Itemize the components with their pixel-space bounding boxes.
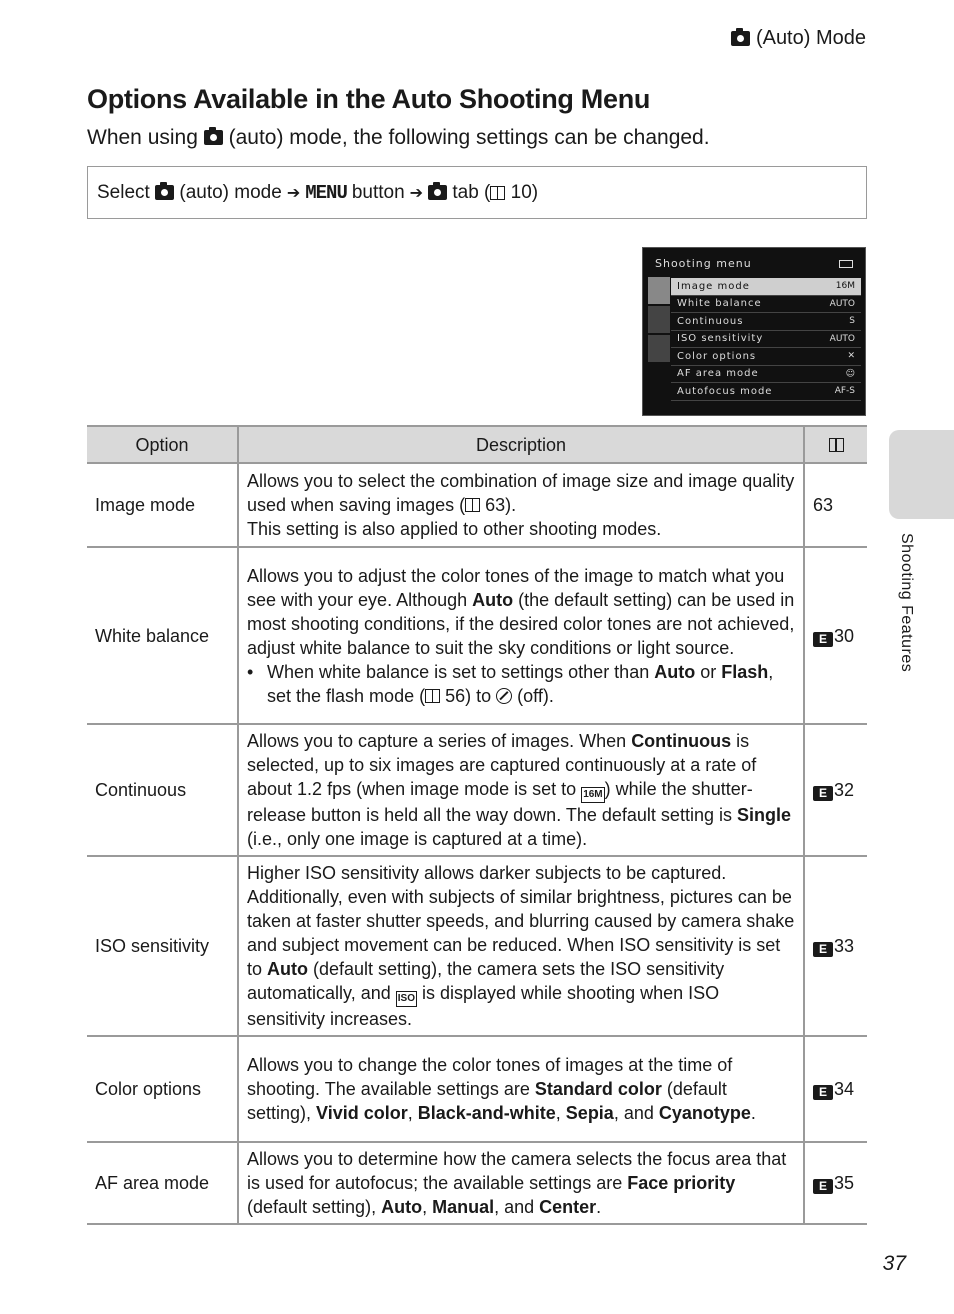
option-name: Continuous (87, 724, 238, 856)
reference-section-icon (813, 942, 833, 957)
option-reference: E34 (804, 1036, 867, 1142)
option-reference: E32 (804, 724, 867, 856)
table-row (87, 1142, 867, 1224)
reference-section-icon (813, 1179, 833, 1194)
book-reference-icon (465, 498, 480, 512)
camera-menu-row: Image mode 16M (671, 278, 861, 296)
menu-button-glyph: MENU (305, 181, 347, 204)
page-title: Options Available in the Auto Shooting Menu (87, 84, 651, 114)
table-header-row (87, 426, 867, 463)
header-description: Description (238, 426, 804, 463)
option-description: Allows you to change the color tones of images at the time of shooting. The available settings are Standard color (default setting), Vivid color, Black-and-white, Sepia, and Cyanotype. (238, 1036, 804, 1142)
camera-icon (731, 31, 750, 46)
movie-tab-icon (648, 306, 670, 333)
option-name: ISO sensitivity (87, 856, 238, 1036)
camera-icon (428, 185, 447, 200)
path-tab: tab ( (452, 181, 491, 203)
intro-text (87, 126, 710, 150)
table-row (87, 463, 867, 547)
reference-section-icon (813, 632, 833, 647)
image-mode-16m-icon: 16M (581, 787, 604, 803)
camera-menu-row: Continuous S (671, 313, 861, 331)
option-description: Allows you to adjust the color tones of the image to match what you see with your eye. Although Auto (the default setting) can be used in most shooting conditions, if the desired color tones are not achieved, adjust white balance to suit the sky conditions or light source. • When white balance is set to settings other than Auto or Flash, set the flash mode ( 56) to (off). (238, 547, 804, 724)
camera-menu-header: Shooting menu (655, 257, 752, 270)
camera-menu-row: Autofocus mode AF-S (671, 383, 861, 401)
battery-icon (839, 260, 853, 268)
camera-menu-row: AF area mode ☺ (671, 366, 861, 384)
camera-menu-row: ISO sensitivity AUTO (671, 331, 861, 349)
table-row (87, 1036, 867, 1142)
option-reference: E35 (804, 1142, 867, 1224)
camera-tab-icon (648, 277, 670, 304)
intro-post: (auto) mode, the following settings can be changed. (228, 126, 710, 149)
table-row (87, 547, 867, 724)
running-header-text: (Auto) Mode (755, 27, 866, 49)
intro-pre: When using (87, 126, 198, 149)
path-button: button (351, 181, 405, 203)
book-reference-icon (829, 438, 844, 452)
menu-path-box (87, 166, 867, 219)
camera-menu-rows (671, 278, 861, 401)
table-row (87, 724, 867, 856)
option-reference: E33 (804, 856, 867, 1036)
chapter-tab (889, 430, 954, 519)
table-row (87, 856, 867, 1036)
camera-menu-row: Color options ✕ (671, 348, 861, 366)
arrow-right-icon: ➔ (286, 184, 301, 202)
chapter-label: Shooting Features (898, 533, 915, 673)
reference-section-icon (813, 786, 833, 801)
header-reference (804, 426, 867, 463)
camera-icon (204, 130, 223, 145)
option-reference: E30 (804, 547, 867, 724)
page-number: 37 (882, 1252, 906, 1275)
camera-menu-row: White balance AUTO (671, 296, 861, 314)
option-reference: 63 (804, 463, 867, 547)
option-description: Allows you to capture a series of images. When Continuous is selected, up to six images are captured continuously at a rate of about 1.2 fps (when image mode is set to 16M ) while the shutter-release button is held all the way down. The default setting is Single (i.e., only one image is captured at a time). (238, 724, 804, 856)
book-reference-icon (425, 689, 440, 703)
options-table (87, 425, 867, 1225)
running-header (731, 27, 866, 50)
option-name: AF area mode (87, 1142, 238, 1224)
option-description: Allows you to determine how the camera selects the focus area that is used for autofocus; the available settings are Face priority (default setting), Auto, Manual, and Center. (238, 1142, 804, 1224)
iso-icon: ISO (396, 991, 417, 1007)
setup-tab-icon (648, 335, 670, 362)
flash-off-icon (496, 688, 512, 704)
option-name: White balance (87, 547, 238, 724)
option-description: Allows you to select the combination of image size and image quality used when saving images ( 63). This setting is also applied to other shooting modes. (238, 463, 804, 547)
path-tab-ref: 10) (510, 181, 539, 203)
camera-menu-screenshot (642, 247, 866, 416)
path-select: Select (97, 181, 150, 203)
option-description: Higher ISO sensitivity allows darker subjects to be captured. Additionally, even with subjects of similar brightness, pictures can be taken at faster shutter speeds, and blurring caused by camera shake and subject movement can be reduced. When ISO sensitivity is set to Auto (default setting), the camera sets the ISO sensitivity automatically, and ISO is displayed while shooting when ISO sensitivity increases. (238, 856, 804, 1036)
camera-menu-tabs (648, 277, 670, 364)
reference-section-icon (813, 1085, 833, 1100)
path-auto-mode: (auto) mode (179, 181, 282, 203)
arrow-right-icon: ➔ (409, 184, 424, 202)
camera-icon (155, 185, 174, 200)
header-option: Option (87, 426, 238, 463)
option-name: Image mode (87, 463, 238, 547)
option-name: Color options (87, 1036, 238, 1142)
book-reference-icon (490, 186, 505, 200)
